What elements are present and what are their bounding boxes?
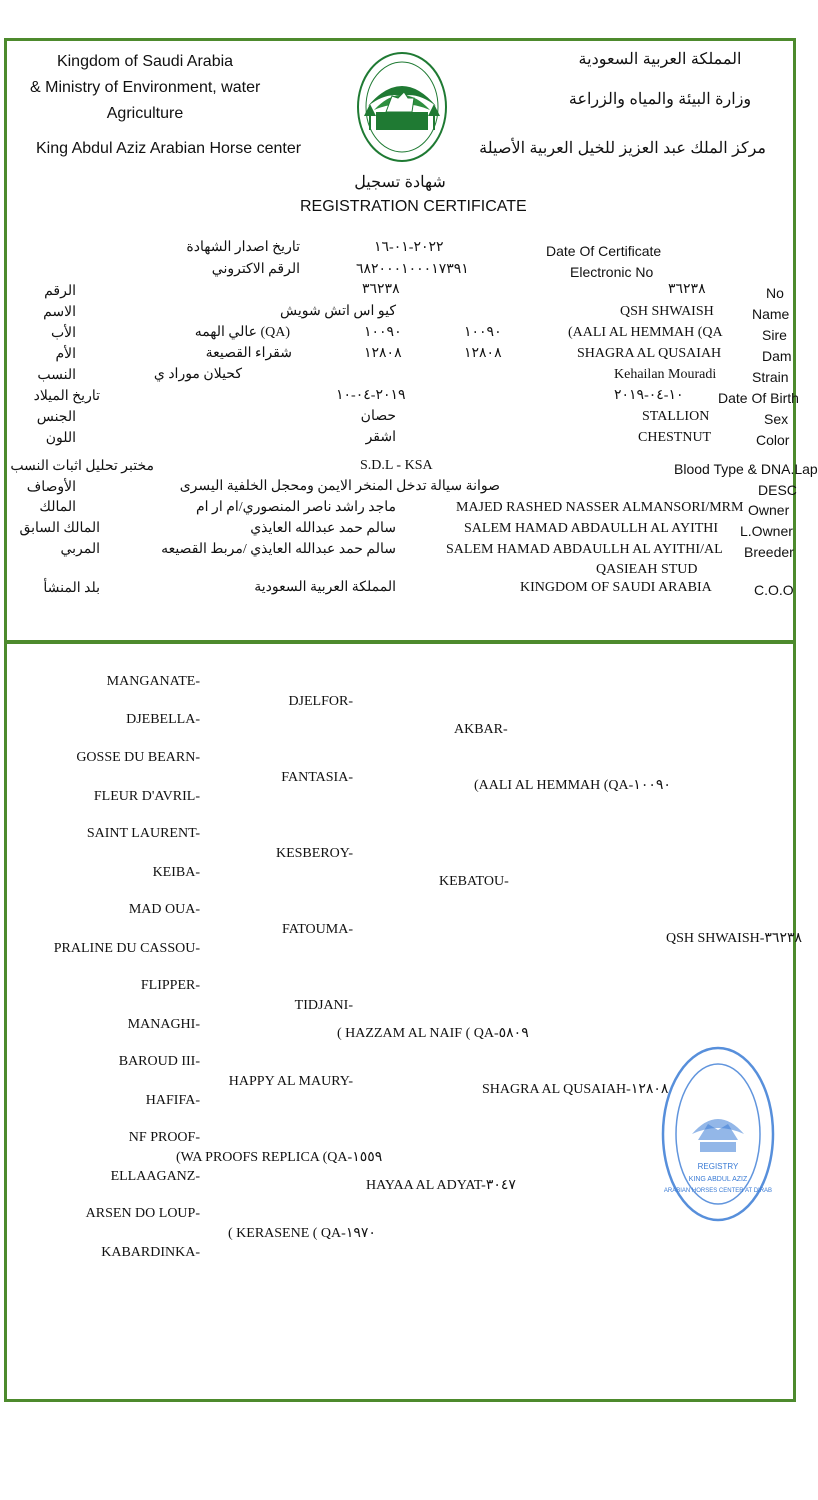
name-en-label: Name bbox=[752, 306, 790, 322]
desc-en-label: DESC bbox=[758, 482, 797, 498]
sex-ar-label: الجنس bbox=[36, 410, 76, 425]
name-ar-label: الاسم bbox=[43, 305, 76, 320]
pedigree-gen3-8: ( KERASENE ( QA-١٩٧٠ bbox=[228, 1226, 376, 1241]
pedigree-gen4-15: ARSEN DO LOUP- bbox=[85, 1206, 200, 1221]
date-en-label: Date Of Certificate bbox=[546, 243, 662, 259]
strain-value-en: Kehailan Mouradi bbox=[614, 367, 717, 382]
pedigree-gen3-1: DJELFOR- bbox=[288, 694, 353, 709]
pedigree-gen4-12: HAFIFA- bbox=[145, 1093, 200, 1108]
sire-value-en: (AALI AL HEMMAH (QA bbox=[568, 325, 723, 340]
date-value: ٢٠٢٢-٠١-١٦ bbox=[374, 240, 444, 255]
coo-ar-label: بلد المنشأ bbox=[43, 581, 100, 596]
color-value-ar: اشقر bbox=[365, 430, 396, 445]
header-ar-kingdom: المملكة العربية السعودية bbox=[578, 51, 742, 68]
coo-value-ar: المملكة العربية السعودية bbox=[254, 580, 396, 595]
pedigree-gen4-3: GOSSE DU BEARN- bbox=[76, 750, 200, 765]
desc-ar-label: الأوصاف bbox=[26, 480, 76, 495]
pedigree-gen3-2: FANTASIA- bbox=[281, 770, 353, 785]
coo-en-label: C.O.O bbox=[754, 582, 794, 598]
sire-no-ar: ١٠٠٩٠ bbox=[364, 325, 402, 340]
stamp-inner: KING ABDUL AZIZ bbox=[688, 1176, 748, 1183]
date-ar-label: تاريخ اصدار الشهادة bbox=[186, 240, 300, 255]
pedigree-gen3-6: HAPPY AL MAURY- bbox=[228, 1074, 353, 1089]
no-value-en: ٣٦٢٣٨ bbox=[668, 282, 706, 297]
name-value-ar: كيو اس اتش شويش bbox=[280, 304, 396, 319]
owner-value-ar: ماجد راشد ناصر المنصوري/ام ار ام bbox=[196, 500, 396, 515]
lowner-en-label: L.Owner bbox=[740, 523, 793, 539]
enum-en-label: Electronic No bbox=[570, 264, 654, 280]
dob-ar-label: تاريخ الميلاد bbox=[33, 389, 100, 404]
breeder-value-en-1: SALEM HAMAD ABDAULLH AL AYITHI/AL bbox=[446, 542, 723, 557]
strain-ar-label: النسب bbox=[37, 368, 76, 383]
pedigree-gen4-8: PRALINE DU CASSOU- bbox=[53, 941, 200, 956]
sire-ar-label: الأب bbox=[50, 326, 76, 341]
pedigree-gen3-3: KESBEROY- bbox=[275, 846, 353, 861]
sire-no-en: ١٠٠٩٠ bbox=[464, 325, 502, 340]
breeder-value-ar: سالم حمد عبدالله العايذي /مربط القصيعه bbox=[161, 542, 396, 557]
dam-no-en: ١٢٨٠٨ bbox=[464, 346, 502, 361]
no-en-label: No bbox=[766, 285, 784, 301]
header-en-line-2: & Ministry of Environment, water bbox=[30, 79, 261, 96]
header-ar-ministry: وزارة البيئة والمياه والزراعة bbox=[568, 91, 752, 108]
dam-no-ar: ١٢٨٠٨ bbox=[364, 346, 402, 361]
owner-value-en: MAJED RASHED NASSER ALMANSORI/MRM bbox=[456, 500, 744, 515]
pedigree-subject: QSH SHWAISH-٣٦٢٣٨ bbox=[666, 931, 803, 946]
no-value-ar: ٣٦٢٣٨ bbox=[362, 282, 400, 297]
dob-en-label: Date Of Birth bbox=[718, 390, 799, 406]
lab-ar-label: مختبر تحليل اثبات النسب bbox=[10, 459, 154, 474]
pedigree-gen4-13: NF PROOF- bbox=[128, 1130, 200, 1145]
no-ar-label: الرقم bbox=[44, 284, 76, 299]
official-stamp-icon bbox=[660, 1044, 776, 1224]
breeder-ar-label: المربي bbox=[60, 542, 100, 557]
pedigree-gen4-16: KABARDINKA- bbox=[101, 1245, 200, 1260]
pedigree-gen4-11: BAROUD III- bbox=[118, 1054, 200, 1069]
strain-en-label: Strain bbox=[752, 369, 789, 385]
pedigree-gen3-4: FATOUMA- bbox=[281, 922, 353, 937]
name-value-en: QSH SHWAISH bbox=[620, 304, 714, 319]
title-ar: شهادة تسجيل bbox=[354, 174, 446, 191]
dam-name-ar: شقراء القصيعة bbox=[205, 346, 292, 361]
lowner-ar-label: المالك السابق bbox=[19, 521, 100, 536]
sex-en-label: Sex bbox=[764, 411, 789, 427]
coo-value-en: KINGDOM OF SAUDI ARABIA bbox=[520, 580, 712, 595]
color-ar-label: اللون bbox=[45, 431, 76, 446]
pedigree-gen2-4: HAYAA AL ADYAT-٣٠٤٧ bbox=[366, 1178, 516, 1193]
pedigree-gen4-2: DJEBELLA- bbox=[126, 712, 200, 727]
stamp-registry: REGISTRY bbox=[697, 1162, 739, 1171]
sex-value-ar: حصان bbox=[360, 409, 396, 424]
pedigree-gen4-7: MAD OUA- bbox=[128, 902, 200, 917]
pedigree-gen4-9: FLIPPER- bbox=[140, 978, 200, 993]
pedigree-gen4-1: MANGANATE- bbox=[106, 674, 200, 689]
pedigree-sire: (AALI AL HEMMAH (QA-١٠٠٩٠ bbox=[474, 778, 671, 793]
enum-value: ٦٨٢٠٠٠١٠٠٠١٧٣٩١ bbox=[356, 262, 469, 277]
dob-value-ar: ٢٠١٩-٠٤-١٠ bbox=[336, 388, 406, 403]
title-en: REGISTRATION CERTIFICATE bbox=[300, 198, 527, 215]
pedigree-gen3-5: TIDJANI- bbox=[294, 998, 353, 1013]
strain-value-ar: كحيلان موراد ي bbox=[153, 367, 242, 382]
dob-value-en: ١٠-٠٤-٢٠١٩ bbox=[614, 388, 684, 403]
header-en-line-3: Agriculture bbox=[106, 105, 184, 122]
owner-ar-label: المالك bbox=[39, 500, 76, 515]
header-en-line-1: Kingdom of Saudi Arabia bbox=[56, 53, 234, 70]
pedigree-gen2-3: ( HAZZAM AL NAIF ( QA-٥٨٠٩ bbox=[337, 1026, 529, 1041]
dam-en-label: Dam bbox=[762, 348, 792, 364]
lab-en-label: Blood Type & DNA.Lap bbox=[674, 461, 818, 477]
dam-value-en: SHAGRA AL QUSAIAH bbox=[577, 346, 722, 361]
pedigree-gen4-5: SAINT LAURENT- bbox=[86, 826, 200, 841]
horse-palm-emblem-icon bbox=[348, 46, 456, 168]
desc-value: صوانة سيالة تدخل المنخر الايمن ومحجل الخلفية اليسرى bbox=[179, 479, 500, 494]
pedigree-gen4-14: ELLAAGANZ- bbox=[110, 1169, 200, 1184]
pedigree-gen3-7: (WA PROOFS REPLICA (QA-١٥٥٩ bbox=[176, 1150, 383, 1165]
lowner-value-ar: سالم حمد عبدالله العايذي bbox=[250, 521, 396, 536]
pedigree-gen4-6: KEIBA- bbox=[152, 865, 200, 880]
dam-ar-label: الأم bbox=[55, 347, 76, 362]
sire-name-ar: عالي الهمه (QA) bbox=[194, 325, 290, 340]
header-en-center: King Abdul Aziz Arabian Horse center bbox=[36, 140, 302, 157]
pedigree-gen2-1: AKBAR- bbox=[454, 722, 508, 737]
breeder-value-en-2: QASIEAH STUD bbox=[596, 562, 698, 577]
color-value-en: CHESTNUT bbox=[638, 430, 712, 445]
sex-value-en: STALLION bbox=[642, 409, 710, 424]
pedigree-gen4-10: MANAGHI- bbox=[127, 1017, 200, 1032]
sire-en-label: Sire bbox=[762, 327, 787, 343]
owner-en-label: Owner bbox=[748, 502, 790, 518]
lab-value: S.D.L - KSA bbox=[360, 458, 433, 473]
stamp-ring: ARABIAN HORSES CENTER AT DIRAB bbox=[663, 1188, 773, 1194]
enum-ar-label: الرقم الاكتروني bbox=[211, 262, 300, 277]
lowner-value-en: SALEM HAMAD ABDAULLH AL AYITHI bbox=[464, 521, 719, 536]
pedigree-gen4-4: FLEUR D'AVRIL- bbox=[93, 789, 200, 804]
color-en-label: Color bbox=[756, 432, 790, 448]
breeder-en-label: Breeder bbox=[744, 544, 794, 560]
pedigree-gen2-2: KEBATOU- bbox=[439, 874, 509, 889]
header-ar-center: مركز الملك عبد العزيز للخيل العربية الأصيلة bbox=[479, 140, 766, 157]
pedigree-dam: SHAGRA AL QUSAIAH-١٢٨٠٨ bbox=[482, 1082, 669, 1097]
